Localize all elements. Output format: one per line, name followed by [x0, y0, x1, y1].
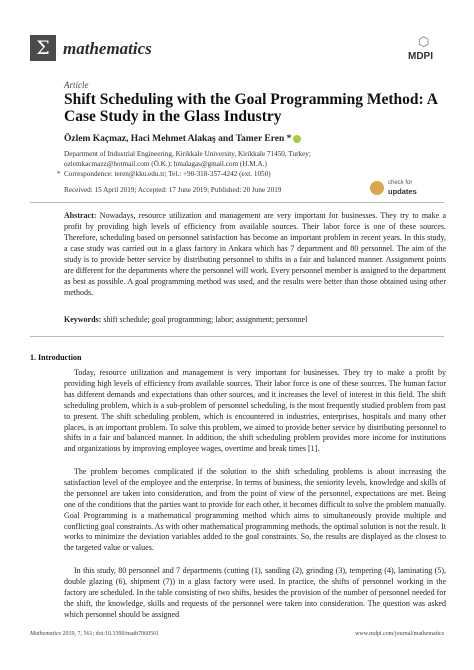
keywords-label: Keywords: [64, 315, 102, 324]
journal-name: mathematics [63, 39, 152, 58]
footer-url[interactable]: www.mdpi.com/journal/mathematics [355, 631, 444, 637]
abstract-text: Nowadays, resource utilization and management are very important for businesses. They try to make a profit by providing high levels of efficiency from available sources. Their labor force is one of these sources. Therefore, scheduling based on personnel satisfaction has become an important problem in recent years. In this study, a case study was carried out in a glass factory in Ankara which has 7 department and 80 personnel. The aim of the study is to provide better service by distributing personnel to shifts in a fair and balanced manner. Assignment points are different for the departments where the personnel will work. Every personnel member is assigned to the department as best as possible. A goal programming method was used, and the results were better than those obtained using other methods. [64, 211, 446, 297]
updates-line-1: check for [388, 180, 413, 186]
abstract [64, 210, 446, 298]
author-list [64, 134, 301, 144]
publisher-logo [408, 35, 444, 71]
updates-icon [370, 181, 384, 195]
journal-logo-icon: Σ [30, 35, 56, 61]
publisher-name: MDPI [408, 51, 433, 62]
section-heading: 1. Introduction [30, 353, 82, 362]
asterisk-icon: * [57, 170, 61, 178]
footer-journal: Mathematics [30, 631, 61, 637]
divider [30, 202, 444, 203]
correspondence [57, 170, 364, 180]
keywords [64, 314, 446, 325]
mdpi-hexagon-icon: ⬡ [418, 34, 430, 49]
divider [30, 336, 444, 337]
affiliation [64, 150, 364, 169]
keywords-text: shift schedule; goal programming; labor; assignment; personnel [103, 315, 308, 324]
body-paragraph: The problem becomes complicated if the solution to the shift scheduling problems is about increasing the satisfaction level of the employee and the enterprise. In terms of business, the seniority levels, knowledge and skills of the personnel are taken into consideration, and from the point of view of the personnel, expectations are met. Being one of the conditions that the parties want to provide for each other, it becomes difficult to solve the problem manually. Goal Programming is a mathematical programming method which aims to simultaneously provide multiple and conflicting goal constraints. As with other mathematical programming methods, the optimal solution is not the result. It works to minimize the deviation variables added to the goal constraints. So, the results are displayed as the closest to the targeted value or values. [64, 467, 446, 553]
orcid-icon[interactable] [293, 135, 301, 143]
body-paragraph: Today, resource utilization and management is very important for businesses. They try to make a profit by providing high levels of efficiency from available sources. Their labor force is one of these sources. The human factor has different demands and expectations than other sources, and it increases the level of interest in this field. The shift scheduling problem, which is a sub-problem of personnel scheduling, is the most frequently studied problem from past to present. The shift scheduling problem, which is encountered in industries, enterprises, hospitals and many other places, is an important problem. To solve this problem, we aimed to provide better service by distributing personnel to shifts in a fair and balanced manner. In addition, the shift scheduling problem provides more income for institutions and organizations by improving employee wages, overtime and break times [1]. [64, 368, 446, 454]
article-type: Article [64, 80, 89, 90]
body-paragraph: In this study, 80 personnel and 7 departments (cutting (1), sanding (2), grinding (3), tempering (4), laminating (5), double glazing (6), shipment (7)) in a glass factory were used. In practice, the shifts of personnel working in the factory are scheduled. In the table consisting of two shifts, besides the provision of the number of personnel needed for the shift, the knowledge, skills and requests of the personnel were taken into consideration. The question was asked which personnel should be assigned [64, 566, 446, 619]
abstract-label: Abstract: [64, 211, 97, 220]
affiliation-line-1: Department of Industrial Engineering, Kirikkale University, Kirikkale 71450, Turkey; [64, 150, 311, 158]
updates-line-2: updates [388, 187, 417, 196]
journal-header [30, 35, 444, 65]
authors-text: Özlem Kaçmaz, Haci Mehmet Alakaş and Tamer Eren * [64, 134, 292, 144]
paper-title: Shift Scheduling with the Goal Programming Method: A Case Study in the Glass Industry [64, 91, 438, 125]
check-for-updates-badge[interactable] [370, 180, 440, 204]
correspondence-text: Correspondence: teren@kku.edu.tr; Tel.: +90-318-357-4242 (ext. 1050) [64, 170, 271, 178]
affiliation-emails: ozlemkacmazz@hotmail.com (Ö.K.); hmalagas@gmail.com (H.M.A.) [64, 159, 267, 168]
footer-doi: 2019, 7, 561; doi:10.3390/math7060561 [62, 631, 160, 637]
footer-citation [30, 631, 159, 637]
publication-dates: Received: 15 April 2019; Accepted: 17 June 2019; Published: 20 June 2019 [64, 186, 282, 194]
